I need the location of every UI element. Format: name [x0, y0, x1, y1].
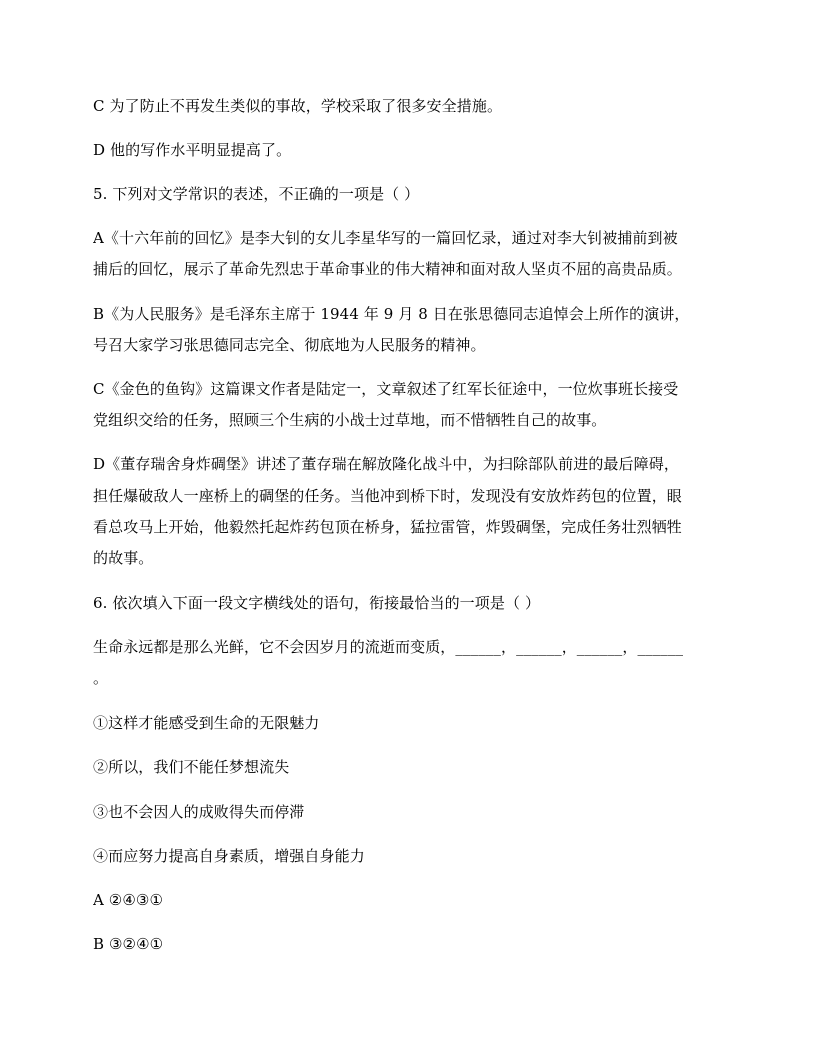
option-c-text: C 为了防止不再发生类似的事故，学校采取了很多安全措施。: [93, 97, 503, 115]
question-6-title: 6. 依次填入下面一段文字横线处的语句，衔接最恰当的一项是（ ）: [93, 594, 541, 612]
q5-option-d-line-2: 担任爆破敌人一座桥上的碉堡的任务。当他冲到桥下时，发现没有安放炸药包的位置，眼: [93, 487, 682, 505]
q6-sentence-4: ④而应努力提高自身素质，增强自身能力: [93, 847, 365, 865]
q5-option-d-line-3: 看总攻马上开始，他毅然托起炸药包顶在桥身，猛拉雷管，炸毁碉堡，完成任务壮烈牺牲: [93, 518, 682, 536]
q5-option-a-line-1: A《十六年前的回忆》是李大钊的女儿李星华写的一篇回忆录，通过对李大钊被捕前到被: [93, 229, 678, 247]
question-5-title: 5. 下列对文学常识的表述，不正确的一项是（ ）: [93, 185, 420, 203]
q5-option-c-line-1: C《金色的鱼钩》这篇课文作者是陆定一，文章叙述了红军长征途中，一位炊事班长接受: [93, 380, 679, 398]
q6-sentence-3: ③也不会因人的成败得失而停滞: [93, 803, 305, 821]
q5-option-d-line-1: D《董存瑞舍身炸碉堡》讲述了董存瑞在解放隆化战斗中，为扫除部队前进的最后障碍，: [93, 455, 679, 473]
q5-option-a-line-2: 捕后的回忆，展示了革命先烈忠于革命事业的伟大精神和面对敌人坚贞不屈的高贵品质。: [93, 260, 682, 278]
q6-passage-line-2: 。: [93, 669, 109, 687]
option-d-text: D 他的写作水平明显提高了。: [93, 141, 292, 159]
q6-sentence-2: ②所以，我们不能任梦想流失: [93, 758, 290, 776]
q5-option-b-line-1: B《为人民服务》是毛泽东主席于 1944 年 9 月 8 日在张思德同志追悼会上所作的演讲，: [93, 305, 690, 323]
q6-sentence-1: ①这样才能感受到生命的无限魅力: [93, 714, 320, 732]
q6-option-b: B ③②④①: [93, 935, 164, 953]
q5-option-c-line-2: 党组织交给的任务，照顾三个生病的小战士过草地，而不惜牺牲自己的故事。: [93, 411, 607, 429]
q6-passage-line-1: 生命永远都是那么光鲜，它不会因岁月的流逝而变质，______，______，______，______: [93, 638, 684, 656]
q5-option-b-line-2: 号召大家学习张思德同志完全、彻底地为人民服务的精神。: [93, 336, 486, 354]
q5-option-d-line-4: 的故事。: [93, 549, 154, 567]
q6-option-a: A ②④③①: [93, 891, 163, 909]
